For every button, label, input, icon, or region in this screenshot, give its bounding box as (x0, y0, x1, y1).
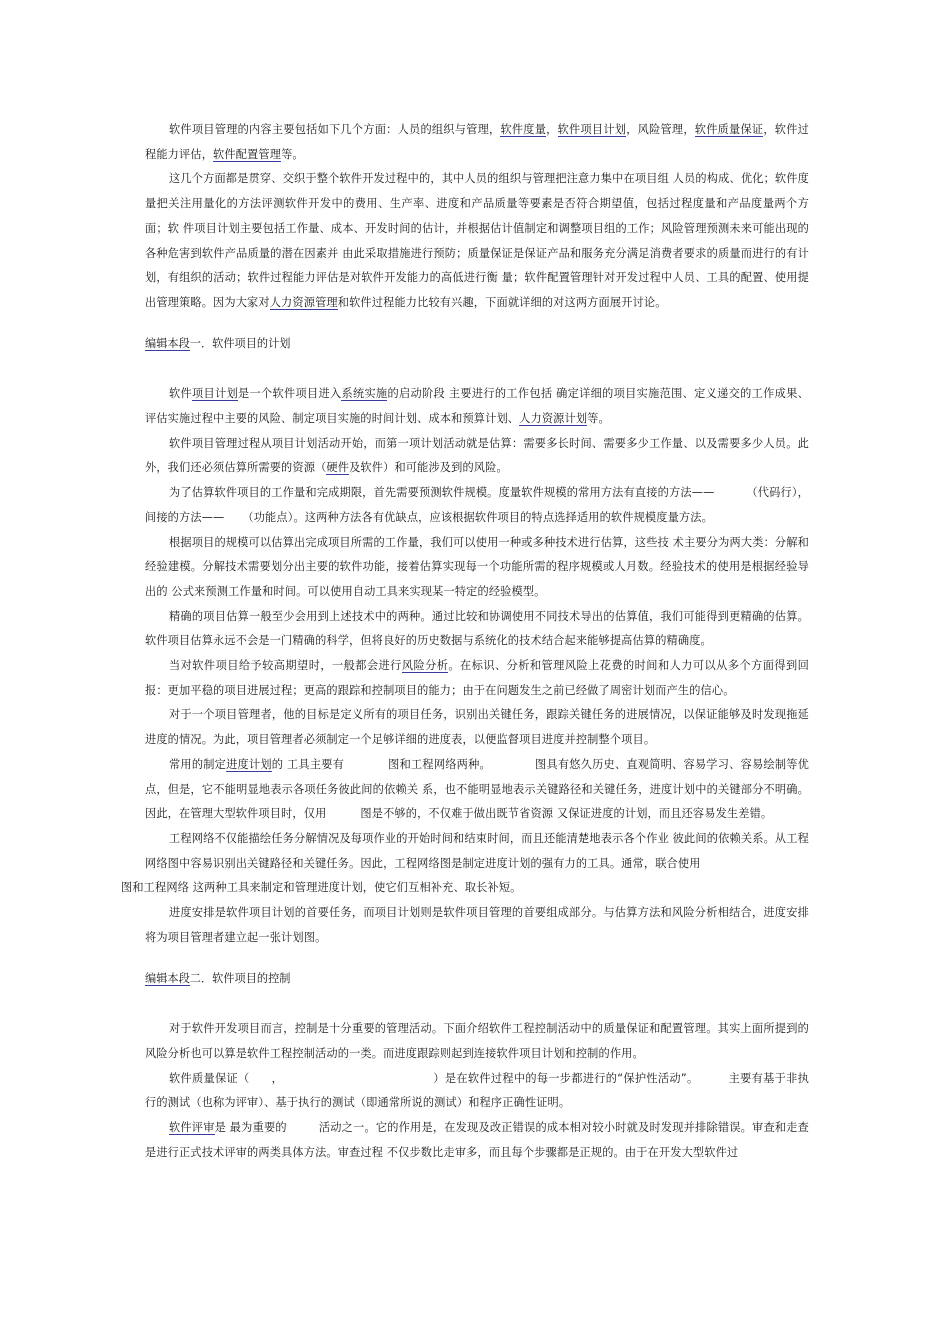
schedule-tools-paragraph (145, 753, 809, 827)
link-software-quality-assurance[interactable]: 软件质量保证 (694, 123, 764, 136)
edit-section-link[interactable]: 编辑本段 (145, 971, 190, 985)
text-run: ，风险管理， (626, 123, 695, 136)
text-run: 软件 (169, 387, 192, 401)
text-run: 的 工具主要有 (271, 757, 345, 771)
link-software-metrics[interactable]: 软件度量 (500, 123, 547, 136)
text-run: ， (546, 123, 558, 136)
link-hardware[interactable]: 硬件 (326, 461, 350, 475)
text-run: 是一个软件项目进入 (238, 387, 342, 401)
schedule-summary-paragraph: 进度安排是软件项目计划的首要任务，而项目计划则是软件项目管理的首要组成部分。与估算方法和风险分析相结合，进度安排将为项目管理者建立起一张计划图。 (145, 906, 809, 944)
text-run: 工程网络不仅能描绘任务分解情况及每项作业的开始时间和结束时间，而且还能清楚地表示各个作业 彼此间的依赖关系。从工程网络图中容易识别出关键路径和关键任务。因此，工程网络图是制定进度计划的强有力的工具。通常，联合使用 (145, 831, 809, 870)
link-hr-management[interactable]: 人力资源管理 (269, 295, 338, 309)
risk-paragraph (145, 654, 809, 703)
link-risk-analysis[interactable]: 风险分析 (401, 659, 449, 673)
link-software-project-plan[interactable]: 软件项目计划 (557, 123, 627, 136)
text-run: 是 最为重要的 (214, 1121, 287, 1135)
overview-paragraph (145, 167, 809, 315)
text-run: 当对软件项目给予较高期望时，一般都会进行 (169, 659, 402, 673)
text-run: 等。 (281, 147, 304, 161)
manager-goal-paragraph: 对于一个项目管理者，他的目标是定义所有的项目任务，识别出关键任务，跟踪关键任务的进展情况，以保证能够及时发现拖延进度的情况。为此，项目管理者必须制定一个足够详细的进度表，以便监督项目进度并控制整个项目。 (145, 708, 809, 747)
text-run: 软件项目管理过程从项目计划活动开始，而第一项计划活动就是估算：需要多长时间、需要多少工作量、以及需要多少人员。此外，我们还必须估算所需要的资源（ (145, 436, 809, 475)
link-hr-plan[interactable]: 人力资源计划 (519, 412, 588, 426)
text-run: 图是不够的，不仅难于做出既节省资源 又保证进度的计划，而且还容易发生差错。 (360, 807, 773, 821)
control-paragraph: 对于软件开发项目而言，控制是十分重要的管理活动。下面介绍软件工程控制活动中的质量保证和配置管理。其实上面所提到的风险分析也可以算是软件工程控制活动的一类。而进度跟踪则起到连接软件项目计划和控制的作用。 (145, 1022, 809, 1060)
text-run: 常用的制定 (169, 757, 227, 771)
section-heading-control (145, 967, 809, 992)
text-run: 这几个方面都是贯穿、交织于整个软件开发过程中的，其中人员的组织与管理把注意力集中在项目组 人员的构成、优化；软件度量把关注用量化的方法评测软件开发中的费用、生产率、进度和产品质量等要素是否符合期望值，包括过程度量和产品度量两个方面；软 件项目计划主要包括工作量、成本、开发时间的估计，并根据估计值制定和调整项目组的工作；风险管理预测未来可能出现的各种危害到软件产品质量的潜在因素并 由此采取措施进行预防；质量保证是保证产品和服务充分满足消费者要求的质量而进行的有计划，有组织的活动；软件过程能力评估是对软件开发能力的高低进行衡 量；软件配置管理针对开发过程中人员、工具的配置、使用提出管理策略。因为大家对 (145, 172, 809, 309)
text-run: 和软件过程能力比较有兴趣，下面就详细的对这两方面展开讨论。 (337, 295, 667, 309)
text-run: 图和工程网络 这两种工具来制定和管理进度计划，使它们互相补充、取长补短。 (121, 881, 522, 895)
edit-section-link[interactable]: 编辑本段 (145, 336, 190, 350)
text-run: 为了估算软件项目的工作量和完成期限，首先需要预测软件规模。度量软件规模的常用方法有直接的方法—— (169, 486, 715, 500)
section-title: 二．软件项目的控制 (189, 971, 291, 985)
text-run: 的启动阶段 主要进行的工作包括 确定详细的项目实施范围、定义递交的工作成果、评估实施过程中主要的风险、制定项目实施的时间计划、成本和预算计划、 (145, 387, 809, 426)
link-software-configuration-management[interactable]: 软件配置管理 (213, 147, 282, 161)
text-run: ）是在软件过程中的每一步都进行的“保护性活动”。 (433, 1071, 699, 1085)
decomposition-paragraph: 根据项目的规模可以估算出完成项目所需的工作量，我们可以使用一种或多种技术进行估算，这些技 术主要分为两大类：分解和经验建模。分解技术需要划分出主要的软件功能，接着估算实现每一个功能所需的程序规模或人月数。经验技术的使用是根据经验导出的 公式来预测工作量和时间。可以使用自动工具来实现某一特定的经验模型。 (145, 535, 809, 598)
intro-paragraph (145, 118, 809, 167)
text-run: 图和工程网络两种。 (388, 757, 491, 771)
link-system-implementation[interactable]: 系统实施 (341, 387, 388, 401)
review-paragraph (145, 1116, 809, 1165)
estimation-paragraph (145, 432, 809, 481)
text-run: 等。 (587, 412, 610, 426)
text-run: （代码行），间接的方法—— (145, 486, 809, 524)
text-run: ， (271, 1071, 284, 1085)
text-run: 及软件）和可能涉及到的风险。 (349, 461, 508, 475)
text-run: 图具有悠久历史、直观简明、容易学习、容易绘制等优点，但是，它不能明显地表示各项任务彼此间的依赖关 系，也不能明显地表示关键路径和关键任务，进度计划中的关键部分不明确。因此，在管理大型软件项目时，仅用 (145, 757, 809, 821)
text-run: 软件项目管理的内容主要包括如下几个方面：人员的组织与管理， (169, 123, 501, 136)
accuracy-paragraph: 精确的项目估算一般至少会用到上述技术中的两种。通过比较和协调使用不同技术导出的估算值，我们可能得到更精确的估算。软件项目估算永远不会是一门精确的科学，但将良好的历史数据与系统化的技术结合起来能够提高估算的精确度。 (145, 609, 809, 648)
section-heading-planning (145, 332, 809, 357)
text-run: 主要有基于非执行的测试（也称为评审）、基于执行的测试（即通常所说的测试）和程序正确性证明。 (145, 1071, 810, 1110)
link-software-review[interactable]: 软件评审 (169, 1121, 215, 1135)
text-run: ，软件过程能力评估， (145, 123, 809, 161)
planning-paragraph (145, 382, 809, 431)
text-run: 软件质量保证（ (169, 1071, 250, 1085)
network-paragraph (121, 827, 809, 901)
link-schedule-plan[interactable]: 进度计划 (226, 757, 272, 771)
text-run: 。在标识、分析和管理风险上花费的时间和人力可以从多个方面得到回报：更加平稳的项目进展过程；更高的跟踪和控制项目的能力；由于在问题发生之前已经做了周密计划而产生的信心。 (145, 659, 809, 697)
document-page (121, 118, 810, 1165)
link-project-plan[interactable]: 项目计划 (192, 387, 238, 401)
size-paragraph (145, 481, 809, 530)
section-title: 一．软件项目的计划 (189, 336, 291, 350)
qa-paragraph (145, 1067, 809, 1116)
text-run: （功能点）。这两种方法各有优缺点，应该根据软件项目的特点选择适用的软件规模度量方法。 (242, 510, 713, 524)
text-run: 活动之一。它的作用是，在发现及改正错误的成本相对较小时就及时发现并排除错误。审查和走查是进行正式技术评审的两类具体方法。审查过程 不仅步数比走审多，而且每个步骤都是正规的。由于在开发大型软件过 (145, 1121, 809, 1159)
